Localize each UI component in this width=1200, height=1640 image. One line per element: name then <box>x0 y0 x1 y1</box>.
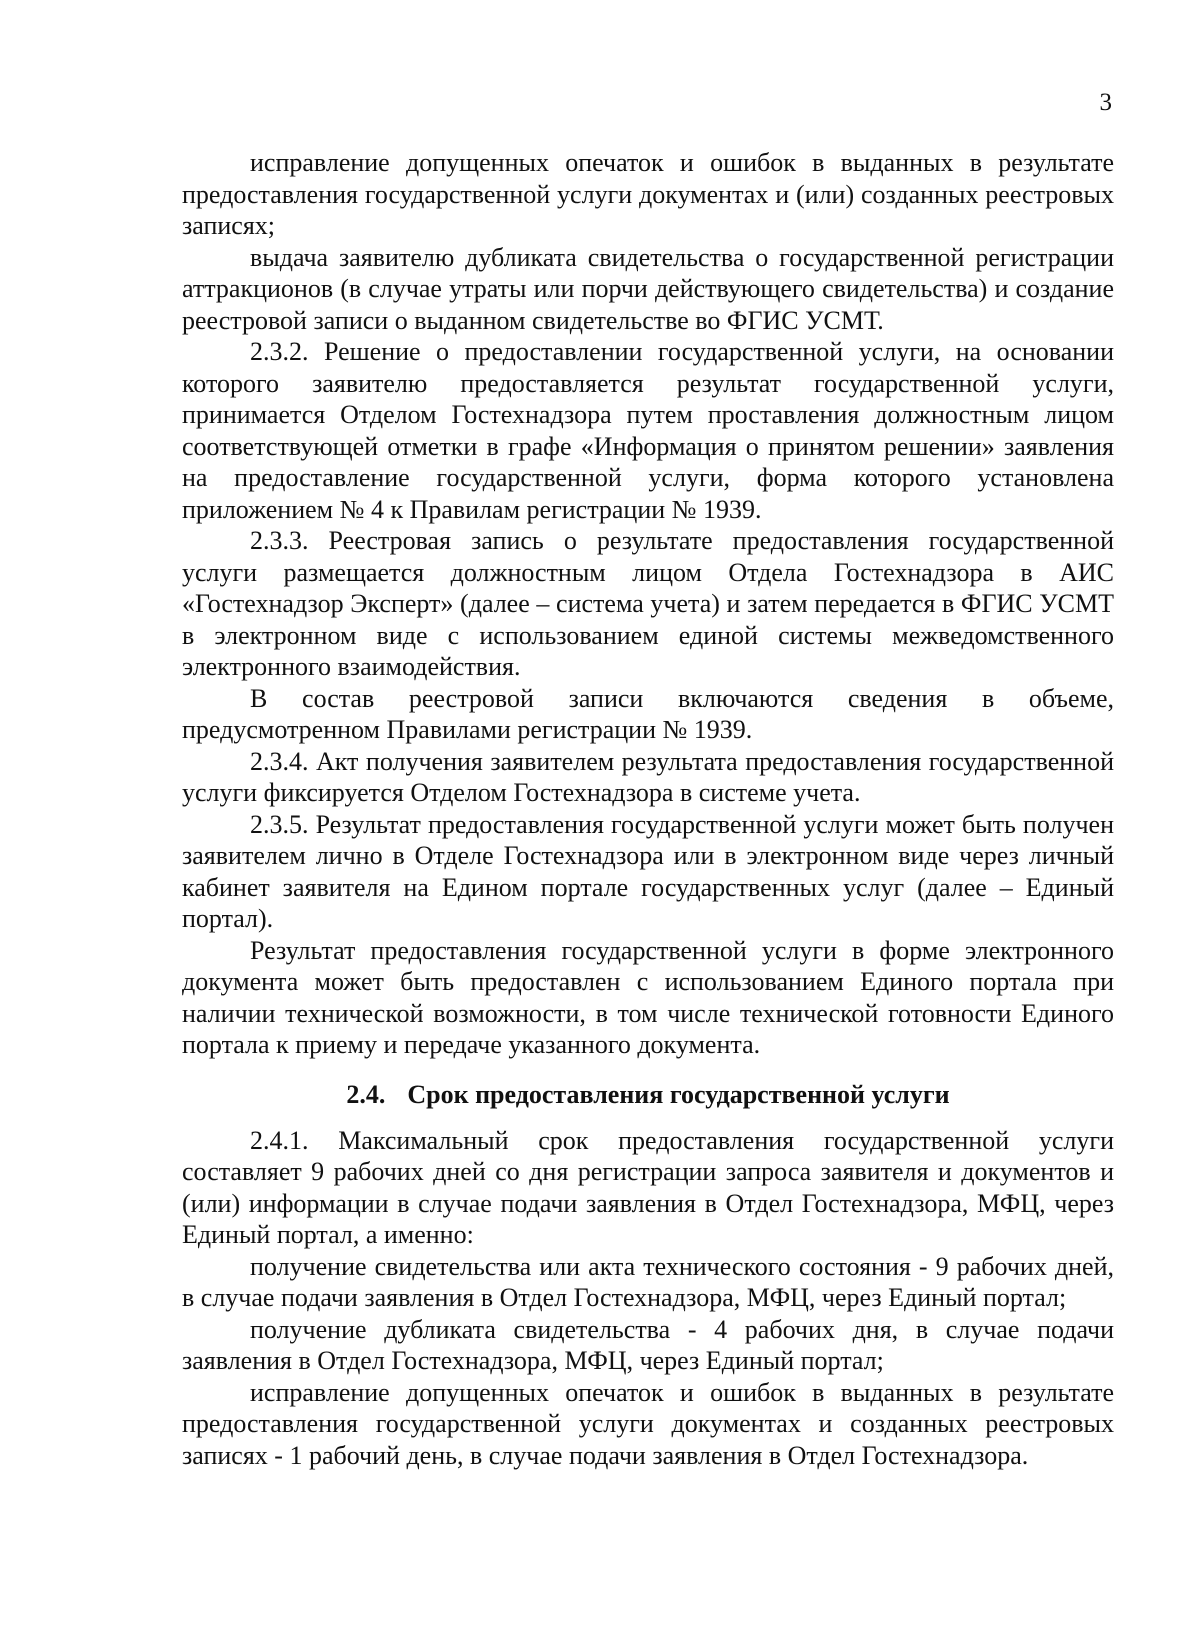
paragraph-electronic-result: Результат предоставления государственной услуги в форме электронного документа может быть предоставлен с использованием Единого портала при наличии технической возможности, в том числе технической готовности Единого портала к приему и передаче указанного документа. <box>182 935 1114 1059</box>
paragraph-2-3-4: 2.3.4. Акт получения заявителем результата предоставления государственной услуги фиксируется Отделом Гостехнадзора в системе учета. <box>182 746 1114 807</box>
paragraph-2-3-5: 2.3.5. Результат предоставления государственной услуги может быть получен заявителем лично в Отделе Гостехнадзора или в электронном виде через личный кабинет заявителя на Едином портале государственных услуг (далее – Единый портал). <box>182 809 1114 933</box>
section-heading-2-4 <box>182 1079 1114 1111</box>
paragraph-2-3-3: 2.3.3. Реестровая запись о результате предоставления государственной услуги размещается должностным лицом Отдела Гостехнадзора в АИС «Гостехнадзор Эксперт» (далее – система учета) и затем передается в ФГИС УСМТ в электронном виде с использованием единой системы межведомственного электронного взаимодействия. <box>182 526 1114 681</box>
page-number: 3 <box>1099 89 1112 116</box>
section-title: Срок предоставления государственной услуги <box>407 1079 950 1109</box>
paragraph-correction-term: исправление допущенных опечаток и ошибок в выданных в результате предоставления государственной услуги документах и созданных реестровых записях - 1 рабочий день, в случае подачи заявления в Отдел Гостехнадзора. <box>182 1377 1114 1470</box>
paragraph-certificate-term: получение свидетельства или акта технического состояния - 9 рабочих дней, в случае подачи заявления в Отдел Гостехнадзора, МФЦ, через Единый портал; <box>182 1251 1114 1312</box>
paragraph-correction-errors: исправление допущенных опечаток и ошибок в выданных в результате предоставления государственной услуги документах и (или) созданных реестровых записях; <box>182 148 1114 240</box>
paragraph-duplicate-issue: выдача заявителю дубликата свидетельства о государственной регистрации аттракционов (в случае утраты или порчи действующего свидетельства) и создание реестровой записи о выданном свидетельстве во ФГИС УСМТ. <box>182 242 1114 335</box>
paragraph-duplicate-term: получение дубликата свидетельства - 4 рабочих дня, в случае подачи заявления в Отдел Гостехнадзора, МФЦ, через Единый портал; <box>182 1314 1114 1375</box>
paragraph-2-4-1: 2.4.1. Максимальный срок предоставления государственной услуги составляет 9 рабочих дней со дня регистрации запроса заявителя и документов и (или) информации в случае подачи заявления в Отдел Гостехнадзора, МФЦ, через Единый портал, а именно: <box>182 1125 1114 1249</box>
paragraph-registry-record-contents: В состав реестровой записи включаются сведения в объеме, предусмотренном Правилами регистрации № 1939. <box>182 683 1114 744</box>
section-number: 2.4. <box>346 1079 386 1109</box>
paragraph-2-3-2: 2.3.2. Решение о предоставлении государственной услуги, на основании которого заявителю предоставляется результат государственной услуги, принимается Отделом Гостехнадзора путем проставления должностным лицом соответствующей отметки в графе «Информация о принятом решении» заявления на предоставление государственной услуги, форма которого установлена приложением № 4 к Правилам регистрации № 1939. <box>182 337 1114 524</box>
document-body <box>182 147 1114 1471</box>
